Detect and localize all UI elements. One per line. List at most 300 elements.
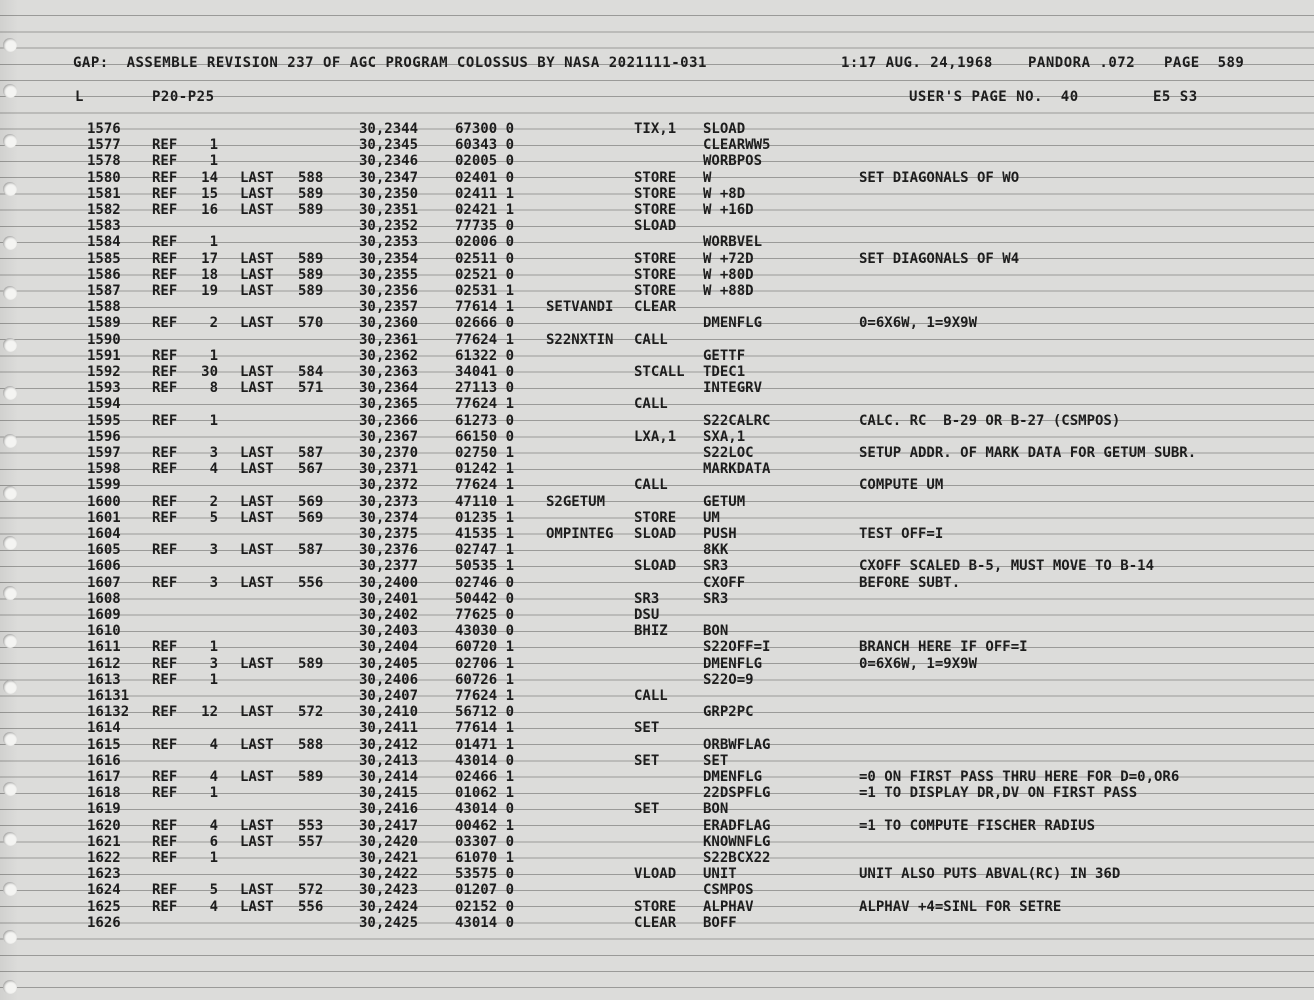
listing-row [0, 575, 1314, 591]
cell-ref: REF [152, 898, 178, 915]
cell-last: LAST [240, 542, 274, 559]
cell-rn: 30 [201, 364, 218, 380]
cell-op: STORE [634, 250, 677, 267]
cell-code: 01242 1 [455, 461, 515, 478]
cell-rn: 1 [209, 671, 218, 688]
cell-code: 61322 0 [455, 347, 515, 364]
cell-num: 1597 [87, 445, 121, 461]
cell-addr: 30,2344 [359, 121, 419, 137]
cell-lp: 553 [298, 817, 324, 834]
cell-lbl: S22NXTIN [546, 331, 614, 348]
cell-last: LAST [240, 769, 274, 785]
cell-ref: REF [152, 380, 178, 397]
binder-hole-icon [3, 84, 17, 98]
cell-ref: REF [152, 769, 178, 785]
listing-row [0, 899, 1314, 915]
cell-opd: UM [703, 509, 720, 526]
pandora-version: PANDORA .072 [1028, 55, 1136, 71]
cell-ref: REF [152, 574, 178, 591]
cell-rn: 16 [201, 202, 218, 218]
cell-addr: 30,2352 [359, 218, 419, 235]
cell-code: 77624 1 [455, 331, 515, 348]
cell-num: 1615 [87, 736, 121, 753]
listing-row [0, 785, 1314, 801]
cell-last: LAST [240, 817, 274, 834]
cell-lp: 589 [298, 250, 324, 267]
cell-code: 02411 1 [455, 185, 515, 202]
listing-row [0, 234, 1314, 250]
cell-lbl: SETVANDI [546, 299, 614, 316]
cell-code: 56712 0 [455, 704, 515, 721]
cell-opd: WORBPOS [703, 153, 763, 170]
cell-cmt: CALC. RC B-29 OR B-27 (CSMPOS) [859, 412, 1121, 429]
cell-ref: REF [152, 704, 178, 721]
cell-ref: REF [152, 461, 178, 478]
listing-row [0, 866, 1314, 882]
listing-row [0, 251, 1314, 267]
listing-row [0, 850, 1314, 866]
cell-opd: S22CALRC [703, 412, 771, 429]
cell-rn: 1 [209, 639, 218, 656]
cell-opd: TDEC1 [703, 364, 746, 380]
cell-addr: 30,2412 [359, 736, 419, 753]
cell-num: 1578 [87, 153, 121, 170]
cell-code: 43014 0 [455, 752, 515, 769]
cell-num: 1607 [87, 574, 121, 591]
cell-opd: SLOAD [703, 121, 746, 137]
cell-code: 61070 1 [455, 850, 515, 866]
cell-ref: REF [152, 736, 178, 753]
cell-lp: 572 [298, 882, 324, 899]
cell-code: 34041 0 [455, 364, 515, 380]
cell-rn: 18 [201, 266, 218, 283]
cell-op: SET [634, 720, 660, 737]
cell-addr: 30,2366 [359, 412, 419, 429]
cell-code: 50442 0 [455, 590, 515, 607]
cell-num: 1626 [87, 914, 121, 931]
listing-row [0, 445, 1314, 461]
cell-opd: WORBVEL [703, 234, 763, 251]
listing-row [0, 380, 1314, 396]
cell-code: 77614 1 [455, 299, 515, 316]
listing-row [0, 348, 1314, 364]
cell-opd: GRP2PC [703, 704, 754, 721]
listing-row [0, 688, 1314, 704]
listing-row [0, 526, 1314, 542]
cell-op: CALL [634, 688, 668, 704]
cell-rn: 6 [209, 833, 218, 850]
cell-code: 02421 1 [455, 202, 515, 218]
cell-addr: 30,2377 [359, 558, 419, 575]
cell-lp: 572 [298, 704, 324, 721]
cell-rn: 4 [209, 898, 218, 915]
cell-op: SLOAD [634, 218, 677, 235]
cell-addr: 30,2351 [359, 202, 419, 218]
cell-code: 77735 0 [455, 218, 515, 235]
cell-addr: 30,2373 [359, 493, 419, 510]
cell-cmt: SETUP ADDR. OF MARK DATA FOR GETUM SUBR. [859, 445, 1197, 461]
cell-last: LAST [240, 882, 274, 899]
cell-opd: W +16D [703, 202, 754, 218]
cell-last: LAST [240, 364, 274, 380]
cell-ref: REF [152, 364, 178, 380]
listing-row [0, 413, 1314, 429]
cell-opd: DMENFLG [703, 315, 763, 332]
listing-row [0, 915, 1314, 931]
cell-lp: 567 [298, 461, 324, 478]
cell-ref: REF [152, 671, 178, 688]
cell-ref: REF [152, 655, 178, 672]
cell-addr: 30,2410 [359, 704, 419, 721]
cell-opd: DMENFLG [703, 655, 763, 672]
cell-num: 1594 [87, 396, 121, 413]
cell-rn: 4 [209, 736, 218, 753]
cell-op: STORE [634, 283, 677, 299]
cell-code: 43014 0 [455, 914, 515, 931]
cell-rn: 1 [209, 785, 218, 802]
cell-op: TIX,1 [634, 121, 677, 137]
listing-row [0, 542, 1314, 558]
cell-op: SR3 [634, 590, 660, 607]
cell-num: 1610 [87, 623, 121, 640]
cell-lp: 569 [298, 509, 324, 526]
cell-addr: 30,2354 [359, 250, 419, 267]
cell-num: 1625 [87, 898, 121, 915]
listing-row [0, 769, 1314, 785]
cell-last: LAST [240, 250, 274, 267]
listing-row [0, 315, 1314, 331]
cell-opd: S22OFF=I [703, 639, 771, 656]
cell-cmt: SET DIAGONALS OF WO [859, 169, 1020, 186]
cell-code: 60726 1 [455, 671, 515, 688]
cell-lp: 589 [298, 266, 324, 283]
cell-addr: 30,2415 [359, 785, 419, 802]
cell-addr: 30,2353 [359, 234, 419, 251]
cell-addr: 30,2374 [359, 509, 419, 526]
cell-addr: 30,2404 [359, 639, 419, 656]
cell-ref: REF [152, 347, 178, 364]
listing-flag: L [75, 89, 84, 105]
cell-opd: CSMPOS [703, 882, 754, 899]
cell-cmt: 0=6X6W, 1=9X9W [859, 315, 978, 332]
cell-addr: 30,2400 [359, 574, 419, 591]
cell-addr: 30,2420 [359, 833, 419, 850]
cell-ref: REF [152, 153, 178, 170]
cell-last: LAST [240, 833, 274, 850]
cell-num: 1595 [87, 412, 121, 429]
cell-num: 1589 [87, 315, 121, 332]
cell-opd: SR3 [703, 558, 729, 575]
cell-lp: 556 [298, 574, 324, 591]
cell-ref: REF [152, 785, 178, 802]
listing-row [0, 267, 1314, 283]
cell-cmt: COMPUTE UM [859, 477, 944, 494]
cell-code: 01471 1 [455, 736, 515, 753]
cell-code: 60720 1 [455, 639, 515, 656]
cell-addr: 30,2360 [359, 315, 419, 332]
listing-row [0, 121, 1314, 137]
cell-num: 1616 [87, 752, 121, 769]
cell-addr: 30,2403 [359, 623, 419, 640]
listing-row [0, 737, 1314, 753]
cell-num: 1588 [87, 299, 121, 316]
listing-code: E5 S3 [1153, 89, 1198, 105]
cell-rn: 4 [209, 461, 218, 478]
cell-op: STORE [634, 266, 677, 283]
cell-num: 1577 [87, 137, 121, 154]
cell-addr: 30,2406 [359, 671, 419, 688]
cell-num: 1618 [87, 785, 121, 802]
cell-code: 27113 0 [455, 380, 515, 397]
cell-opd: S22LOC [703, 445, 754, 461]
cell-last: LAST [240, 185, 274, 202]
cell-rn: 3 [209, 542, 218, 559]
cell-num: 16131 [87, 688, 130, 704]
cell-lbl: S2GETUM [546, 493, 606, 510]
cell-addr: 30,2376 [359, 542, 419, 559]
cell-code: 02666 0 [455, 315, 515, 332]
listing-row [0, 332, 1314, 348]
cell-code: 47110 1 [455, 493, 515, 510]
cell-cmt: =1 TO COMPUTE FISCHER RADIUS [859, 817, 1096, 834]
cell-addr: 30,2357 [359, 299, 419, 316]
cell-code: 02750 1 [455, 445, 515, 461]
cell-num: 1608 [87, 590, 121, 607]
cell-ref: REF [152, 850, 178, 866]
cell-rn: 3 [209, 574, 218, 591]
cell-ref: REF [152, 445, 178, 461]
cell-addr: 30,2407 [359, 688, 419, 704]
cell-num: 16132 [87, 704, 130, 721]
listing-row [0, 186, 1314, 202]
listing-row [0, 494, 1314, 510]
cell-addr: 30,2364 [359, 380, 419, 397]
listing-row [0, 607, 1314, 623]
listing-row [0, 753, 1314, 769]
listing-row [0, 396, 1314, 412]
cell-num: 1586 [87, 266, 121, 283]
cell-ref: REF [152, 234, 178, 251]
cell-lp: 589 [298, 185, 324, 202]
listing-row [0, 364, 1314, 380]
cell-num: 1598 [87, 461, 121, 478]
cell-code: 02747 1 [455, 542, 515, 559]
cell-last: LAST [240, 380, 274, 397]
cell-rn: 1 [209, 850, 218, 866]
assembly-title: GAP: ASSEMBLE REVISION 237 OF AGC PROGRAM COLOSSUS BY NASA 2021111-031 [73, 55, 707, 71]
cell-ref: REF [152, 202, 178, 218]
cell-op: DSU [634, 607, 660, 623]
cell-rn: 5 [209, 882, 218, 899]
cell-code: 61273 0 [455, 412, 515, 429]
cell-lp: 588 [298, 736, 324, 753]
cell-opd: S22BCX22 [703, 850, 771, 866]
cell-opd: W +72D [703, 250, 754, 267]
cell-addr: 30,2422 [359, 866, 419, 883]
cell-rn: 15 [201, 185, 218, 202]
cell-op: CALL [634, 331, 668, 348]
cell-ref: REF [152, 833, 178, 850]
listing-row [0, 656, 1314, 672]
cell-rn: 17 [201, 250, 218, 267]
cell-code: 02005 0 [455, 153, 515, 170]
cell-rn: 8 [209, 380, 218, 397]
cell-opd: UNIT [703, 866, 737, 883]
cell-rn: 4 [209, 769, 218, 785]
cell-lp: 587 [298, 542, 324, 559]
cell-code: 02466 1 [455, 769, 515, 785]
cell-code: 02521 0 [455, 266, 515, 283]
cell-opd: 8KK [703, 542, 729, 559]
cell-addr: 30,2405 [359, 655, 419, 672]
cell-addr: 30,2401 [359, 590, 419, 607]
cell-opd: SR3 [703, 590, 729, 607]
cell-ref: REF [152, 250, 178, 267]
cell-op: CALL [634, 396, 668, 413]
cell-num: 1585 [87, 250, 121, 267]
cell-opd: SET [703, 752, 729, 769]
cell-addr: 30,2367 [359, 428, 419, 445]
cell-opd: MARKDATA [703, 461, 771, 478]
cell-ref: REF [152, 412, 178, 429]
cell-op: STORE [634, 509, 677, 526]
listing-row [0, 882, 1314, 898]
cell-last: LAST [240, 315, 274, 332]
cell-last: LAST [240, 898, 274, 915]
cell-rn: 1 [209, 153, 218, 170]
cell-code: 02152 0 [455, 898, 515, 915]
cell-rn: 1 [209, 347, 218, 364]
cell-rn: 14 [201, 169, 218, 186]
cell-opd: ORBWFLAG [703, 736, 771, 753]
cell-addr: 30,2421 [359, 850, 419, 866]
cell-num: 1591 [87, 347, 121, 364]
cell-addr: 30,2363 [359, 364, 419, 380]
cell-op: STCALL [634, 364, 685, 380]
cell-num: 1601 [87, 509, 121, 526]
cell-num: 1606 [87, 558, 121, 575]
cell-addr: 30,2365 [359, 396, 419, 413]
cell-opd: S22O=9 [703, 671, 754, 688]
cell-lp: 589 [298, 769, 324, 785]
cell-addr: 30,2425 [359, 914, 419, 931]
cell-num: 1596 [87, 428, 121, 445]
cell-opd: PUSH [703, 526, 737, 542]
listing-row [0, 591, 1314, 607]
cell-opd: W +88D [703, 283, 754, 299]
cell-addr: 30,2372 [359, 477, 419, 494]
cell-num: 1621 [87, 833, 121, 850]
cell-addr: 30,2416 [359, 801, 419, 818]
cell-rn: 1 [209, 234, 218, 251]
cell-num: 1613 [87, 671, 121, 688]
cell-code: 02006 0 [455, 234, 515, 251]
listing-row [0, 834, 1314, 850]
cell-last: LAST [240, 169, 274, 186]
listing-row [0, 558, 1314, 574]
cell-ref: REF [152, 169, 178, 186]
cell-num: 1605 [87, 542, 121, 559]
cell-opd: BON [703, 623, 729, 640]
cell-ref: REF [152, 817, 178, 834]
cell-lp: 570 [298, 315, 324, 332]
cell-opd: GETTF [703, 347, 746, 364]
cell-opd: ERADFLAG [703, 817, 771, 834]
cell-lp: 584 [298, 364, 324, 380]
cell-num: 1599 [87, 477, 121, 494]
cell-op: SET [634, 752, 660, 769]
cell-op: SLOAD [634, 558, 677, 575]
cell-rn: 5 [209, 509, 218, 526]
cell-rn: 3 [209, 655, 218, 672]
listing-row [0, 477, 1314, 493]
cell-code: 02401 0 [455, 169, 515, 186]
cell-ref: REF [152, 509, 178, 526]
binder-hole-icon [3, 930, 17, 944]
cell-code: 43030 0 [455, 623, 515, 640]
cell-last: LAST [240, 704, 274, 721]
cell-num: 1582 [87, 202, 121, 218]
cell-rn: 12 [201, 704, 218, 721]
cell-op: SET [634, 801, 660, 818]
listing-row [0, 510, 1314, 526]
cell-lp: 589 [298, 202, 324, 218]
cell-cmt: BRANCH HERE IF OFF=I [859, 639, 1028, 656]
cell-num: 1604 [87, 526, 121, 542]
cell-ref: REF [152, 639, 178, 656]
cell-num: 1614 [87, 720, 121, 737]
cell-lp: 589 [298, 655, 324, 672]
cell-code: 02511 0 [455, 250, 515, 267]
cell-code: 00462 1 [455, 817, 515, 834]
cell-num: 1611 [87, 639, 121, 656]
cell-opd: W [703, 169, 712, 186]
cell-addr: 30,2355 [359, 266, 419, 283]
cell-op: BHIZ [634, 623, 668, 640]
cell-ref: REF [152, 266, 178, 283]
cell-op: STORE [634, 898, 677, 915]
listing-row [0, 818, 1314, 834]
cell-opd: DMENFLG [703, 769, 763, 785]
cell-op: CLEAR [634, 914, 677, 931]
cell-code: 50535 1 [455, 558, 515, 575]
cell-addr: 30,2347 [359, 169, 419, 186]
cell-last: LAST [240, 736, 274, 753]
cell-ref: REF [152, 542, 178, 559]
cell-addr: 30,2424 [359, 898, 419, 915]
cell-code: 02531 1 [455, 283, 515, 299]
cell-num: 1600 [87, 493, 121, 510]
section-title: P20-P25 [152, 89, 215, 105]
listing-row [0, 704, 1314, 720]
listing-row [0, 218, 1314, 234]
cell-opd: INTEGRV [703, 380, 763, 397]
cell-num: 1609 [87, 607, 121, 623]
cell-addr: 30,2345 [359, 137, 419, 154]
cell-lp: 569 [298, 493, 324, 510]
cell-addr: 30,2414 [359, 769, 419, 785]
cell-num: 1620 [87, 817, 121, 834]
cell-op: CALL [634, 477, 668, 494]
cell-addr: 30,2413 [359, 752, 419, 769]
listing-row [0, 299, 1314, 315]
cell-rn: 2 [209, 493, 218, 510]
cell-num: 1624 [87, 882, 121, 899]
cell-addr: 30,2402 [359, 607, 419, 623]
listing-row [0, 720, 1314, 736]
listing-row [0, 623, 1314, 639]
cell-cmt: 0=6X6W, 1=9X9W [859, 655, 978, 672]
